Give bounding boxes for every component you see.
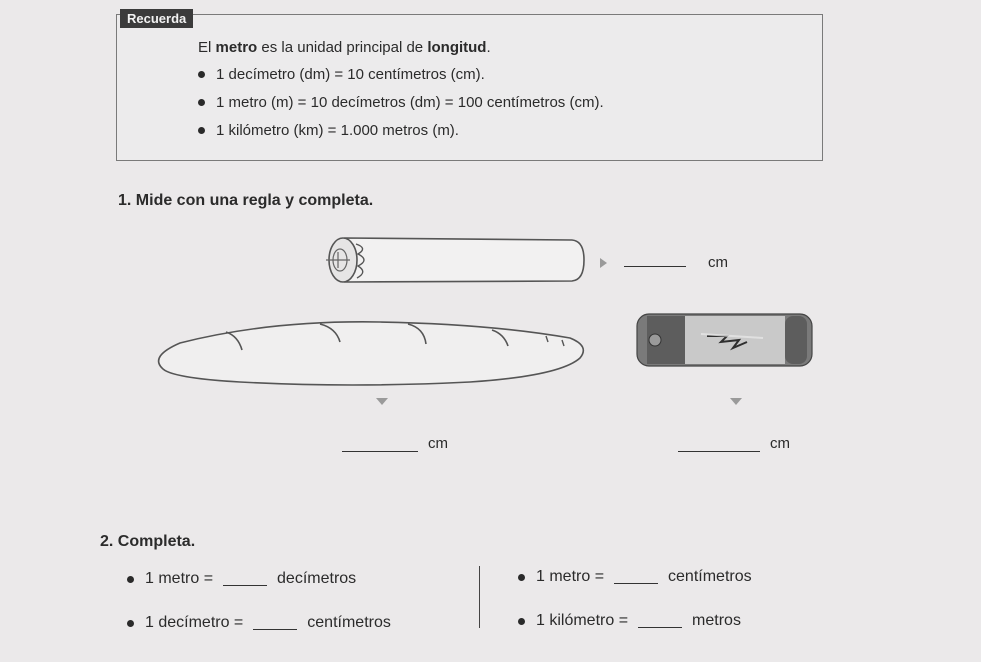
column-divider xyxy=(479,566,480,628)
bullet-icon xyxy=(198,127,205,134)
exercise-2-title: 2. Completa. xyxy=(100,533,196,550)
arrow-right-icon xyxy=(600,258,607,268)
unit-label-baguette: cm xyxy=(428,435,448,452)
answer-blank[interactable] xyxy=(253,617,297,630)
unit-label-chalk: cm xyxy=(708,254,728,271)
bullet-icon xyxy=(127,620,134,627)
answer-blank[interactable] xyxy=(614,571,658,584)
bullet-icon xyxy=(198,71,205,78)
answer-blank[interactable] xyxy=(638,615,682,628)
completa-item-decimetro-centimetros: 1 decímetro = centímetros xyxy=(127,614,391,632)
rule-metro: 1 metro (m) = 10 decímetros (dm) = 100 centímetros (cm). xyxy=(198,94,604,111)
answer-blank-baguette[interactable] xyxy=(342,451,418,452)
bullet-icon xyxy=(518,574,525,581)
completa-item-metro-decimetros: 1 metro = decímetros xyxy=(127,570,356,588)
answer-blank-battery[interactable] xyxy=(678,451,760,452)
unit-label-battery: cm xyxy=(770,435,790,452)
completa-item-kilometro-metros: 1 kilómetro = metros xyxy=(518,612,741,630)
answer-blank[interactable] xyxy=(223,573,267,586)
answer-blank-chalk[interactable] xyxy=(624,266,686,267)
recuerda-intro: El metro es la unidad principal de longitud. xyxy=(198,39,491,56)
arrow-down-icon xyxy=(730,398,742,405)
battery-illustration xyxy=(637,312,813,368)
bullet-icon xyxy=(518,618,525,625)
completa-item-metro-centimetros: 1 metro = centímetros xyxy=(518,568,752,586)
arrow-down-icon xyxy=(376,398,388,405)
baguette-illustration xyxy=(150,318,590,386)
rule-decimetro: 1 decímetro (dm) = 10 centímetros (cm). xyxy=(198,66,485,83)
chalk-stick-illustration xyxy=(320,234,585,286)
exercise-1-title: 1. Mide con una regla y completa. xyxy=(118,192,374,209)
bullet-icon xyxy=(127,576,134,583)
bullet-icon xyxy=(198,99,205,106)
rule-kilometro: 1 kilómetro (km) = 1.000 metros (m). xyxy=(198,122,459,139)
recuerda-tag: Recuerda xyxy=(120,9,193,28)
